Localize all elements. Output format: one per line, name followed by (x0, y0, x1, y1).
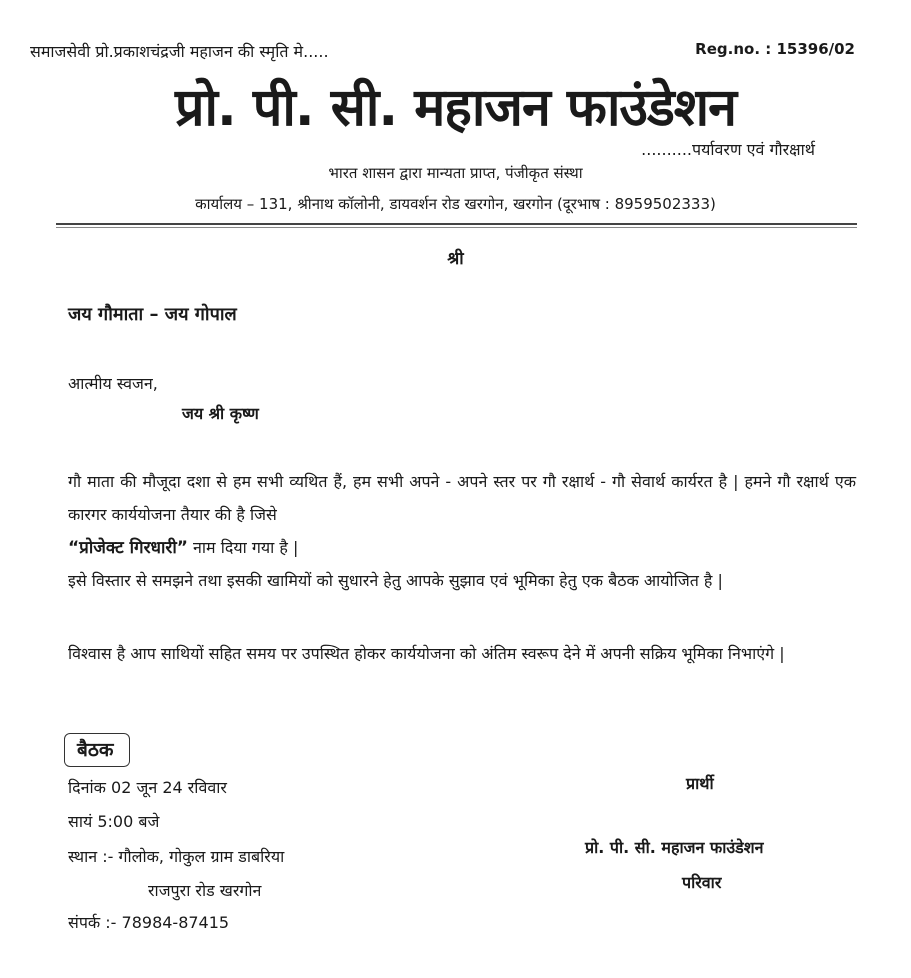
header-divider-thin (56, 227, 857, 228)
meeting-label: बैठक (64, 733, 130, 767)
tagline: ..........पर्यावरण एवं गौरक्षार्थ (641, 140, 815, 159)
header-divider (56, 223, 857, 225)
meeting-venue-line2: राजपुरा रोड खरगोन (148, 881, 262, 900)
signature-organization: प्रो. पी. सी. महाजन फाउंडेशन (585, 838, 764, 857)
paragraph-2: इसे विस्तार से समझने तथा इसकी खामियों को सुधारने हेतु आपके सुझाव एवं भूमिका हेतु एक बैठक आयोजित है | (68, 571, 723, 590)
applicant-label: प्रार्थी (686, 774, 714, 793)
paragraph-1 (68, 465, 856, 565)
meeting-contact: संपर्क :- 78984-87415 (68, 913, 230, 932)
project-name: “प्रोजेक्ट गिरधारी” (68, 538, 188, 558)
greeting: जय गौमाता – जय गोपाल (68, 304, 237, 325)
jai-krishna: जय श्री कृष्ण (182, 404, 259, 423)
memory-line: समाजसेवी प्रो.प्रकाशचंद्रजी महाजन की स्मृति मे..... (30, 42, 329, 61)
paragraph-1-end: नाम दिया गया है | (193, 538, 299, 557)
paragraph-3: विश्वास है आप साथियों सहित समय पर उपस्थित होकर कार्ययोजना को अंतिम स्वरूप देने में अपनी सक्रिय भूमिका निभाएंगे | (68, 644, 785, 663)
meeting-venue: स्थान :- गौलोक, गोकुल ग्राम डाबरिया (68, 847, 285, 866)
office-address: कार्यालय – 131, श्रीनाथ कॉलोनी, डायवर्शन रोड खरगोन, खरगोन (दूरभाष : 8959502333) (195, 195, 716, 213)
recognition-line: भारत शासन द्वारा मान्यता प्राप्त, पंजीकृत संस्था (328, 164, 583, 182)
salutation: आत्मीय स्वजन, (68, 374, 158, 393)
shri-heading: श्री (447, 249, 464, 269)
meeting-time: सायं 5:00 बजे (68, 812, 160, 831)
meeting-date: दिनांक 02 जून 24 रविवार (68, 778, 227, 797)
registration-number: Reg.no. : 15396/02 (695, 40, 855, 58)
paragraph-1-text: गौ माता की मौजूदा दशा से हम सभी व्यथित हैं, हम सभी अपने - अपने स्तर पर गौ रक्षार्थ - गौ सेवार्थ कार्यरत है | हमने गौ रक्षार्थ एक कारगर कार्ययोजना तैयार की है जिसे (68, 472, 856, 524)
signature-family: परिवार (682, 873, 722, 892)
organization-title: प्रो. पी. सी. महाजन फाउंडेशन (174, 78, 737, 138)
